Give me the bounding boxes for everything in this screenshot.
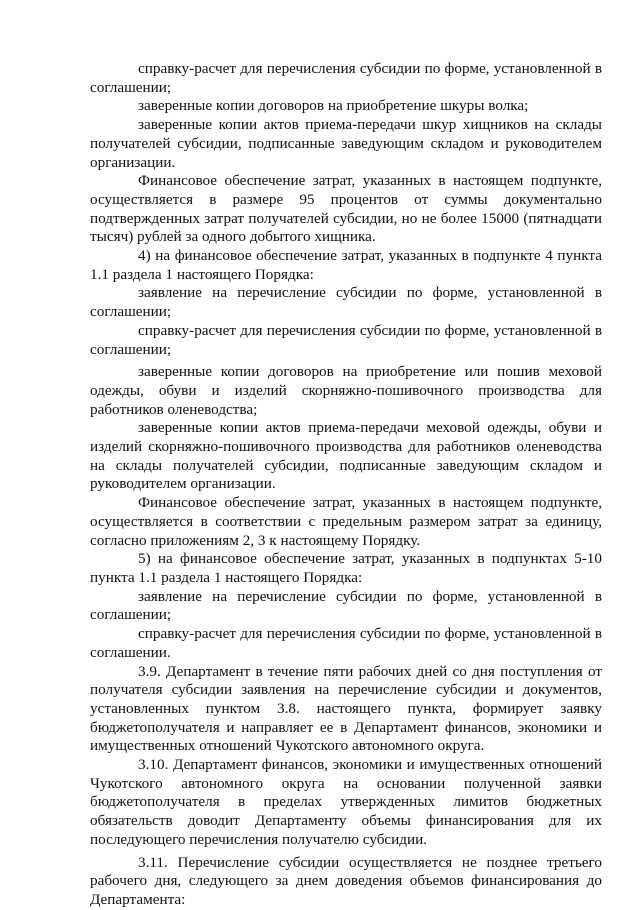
paragraph-12: заявление на перечисление субсидии по форме, установленной в соглашении; bbox=[90, 587, 602, 624]
paragraph-14: 3.9. Департамент в течение пяти рабочих дней со дня поступления от получателя субсидии заявления на перечисление субсидии и документов, установленных пунктом 3.8. настоящего пункта, формирует заявку бюджетополучателя и направляет ее в Департамент финансов, экономики и имущественных отношений Чукотского автономного округа. bbox=[90, 662, 602, 755]
paragraph-8: заверенные копии договоров на приобретение или пошив меховой одежды, обуви и изделий скорняжно-пошивочного производства для работников оленеводства; bbox=[90, 363, 602, 418]
paragraph-13: справку-расчет для перечисления субсидии по форме, установленной в соглашении. bbox=[90, 625, 602, 661]
paragraph-5: 4) на финансовое обеспечение затрат, указанных в подпункте 4 пункта 1.1 раздела 1 настоящего Порядка: bbox=[90, 247, 602, 283]
paragraph-6: заявление на перечисление субсидии по форме, установленной в соглашении; bbox=[90, 284, 602, 321]
paragraph-2: заверенные копии договоров на приобретение шкуры волка; bbox=[138, 97, 529, 115]
paragraph-7: справку-расчет для перечисления субсидии по форме, установленной в соглашении; bbox=[90, 321, 602, 358]
paragraph-11: 5) на финансовое обеспечение затрат, указанных в подпунктах 5-10 пункта 1.1 раздела 1 настоящего Порядка: bbox=[90, 550, 602, 586]
paragraph-16: 3.11. Перечисление субсидии осуществляется не позднее третьего рабочего дня, следующего за днем доведения объемов финансирования до Департамента: bbox=[90, 853, 602, 908]
paragraph-3: заверенные копии актов приема-передачи шкур хищников на склады получателей субсидии, подписанные заведующим складом и руководителем организации. bbox=[90, 116, 602, 171]
paragraph-15: 3.10. Департамент финансов, экономики и имущественных отношений Чукотского автономного округа на основании полученной заявки бюджетополучателя в пределах утвержденных лимитов бюджетных обязательств доводит Департаменту объемы финансирования для их последующего перечисления получателю субсидии. bbox=[90, 756, 602, 848]
document-page bbox=[90, 60, 602, 910]
paragraph-9: заверенные копии актов приема-передачи меховой одежды, обуви и изделий скорняжно-пошивочного производства для работников оленеводства на склады получателей субсидии, подписанные заведующим складом и руководителем организации. bbox=[90, 419, 602, 493]
paragraph-10: Финансовое обеспечение затрат, указанных в настоящем подпункте, осуществляется в соответствии с предельным размером затрат за единицу, согласно приложениям 2, 3 к настоящему Порядку. bbox=[90, 494, 602, 549]
paragraph-1: справку-расчет для перечисления субсидии по форме, установленной в соглашении; bbox=[90, 60, 602, 96]
paragraph-4: Финансовое обеспечение затрат, указанных в настоящем подпункте, осуществляется в размере 95 процентов от суммы документально подтвержденных затрат получателей субсидии, но не более 15000 (пятнадцати тысяч) рублей за одного добытого хищника. bbox=[90, 172, 602, 246]
